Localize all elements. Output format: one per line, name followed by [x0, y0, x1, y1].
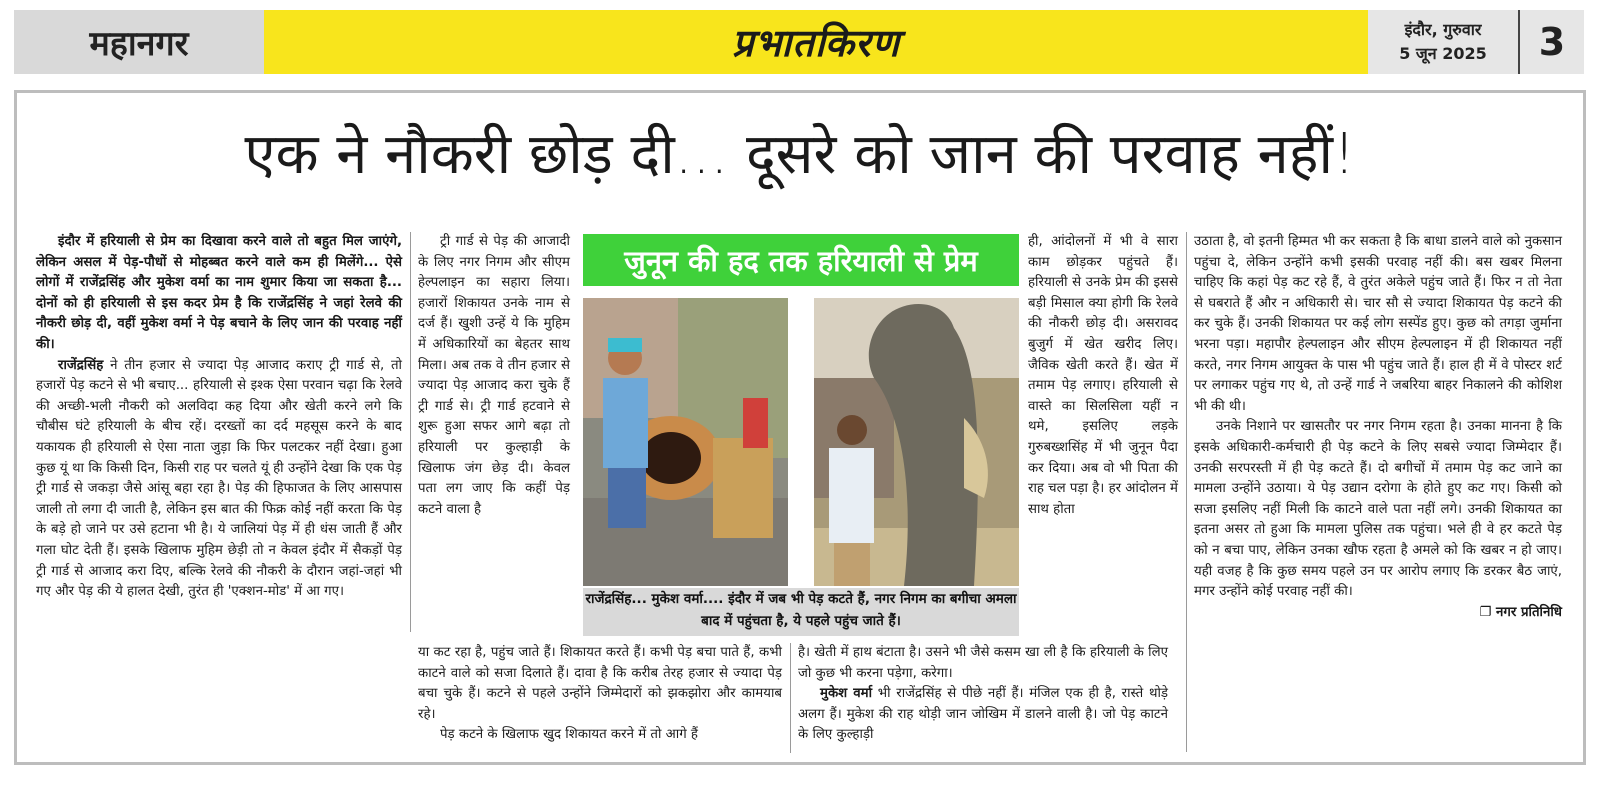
column-divider: [790, 643, 791, 753]
photo-box-title: जुनून की हद तक हरियाली से प्रेम: [583, 234, 1019, 286]
column-3-top: [1028, 232, 1178, 520]
photo-rajendra-singh: [583, 298, 788, 586]
lead-text: इंदौर में हरियाली से प्रेम का दिखावा करने वाले तो बहुत मिल जाएंगे, लेकिन असल में पेड़-पौधों से मोहब्बत करने वाले कम ही मिलेंगे... ऐसे लोगों में राजेंद्रसिंह और मुकेश वर्मा का नाम शुमार किया जा सकता है... दोनों को ही हरियाली से इस कदर प्रेम है कि राजेंद्रसिंह ने जहां रेलवे की नौकरी छोड़ दी, वहीं मुकेश वर्मा ने पेड़ बचाने के लिए जान की परवाह नहीं की।: [36, 234, 402, 352]
body-text: या कट रहा है, पहुंच जाते हैं। शिकायत करते हैं। कभी पेड़ बचा पाते हैं, कभी काटने वाले को सजा दिलाते हैं। दावा है कि करीब तेरह हजार से ज्यादा पेड़ बचा चुके हैं। कटने से पहले उन्होंने जिम्मेदारों को झकझोरा और कामयाब रहे।: [418, 645, 782, 722]
column-1: [36, 232, 402, 603]
body-paragraph: [36, 356, 402, 603]
dateline: [1368, 10, 1518, 74]
lead-paragraph: [36, 232, 402, 356]
column-2-top: [418, 232, 570, 520]
person-name-mukesh: मुकेश वर्मा: [820, 686, 873, 702]
masthead: [14, 10, 1584, 74]
body-text: ट्री गार्ड से पेड़ की आजादी के लिए नगर निगम और सीएम हेल्पलाइन का सहारा लिया। हजारों शिकायत उनके नाम से दर्ज हैं। खुशी उन्हें ये कि मुहिम में अधिकारियों का बेहतर साथ मिला। अब तक वे तीन हजार से ज्यादा पेड़ आजाद करा चुके हैं ट्री गार्ड से। ट्री गार्ड हटवाने से शुरू हुआ सफर आगे बढ़ा तो हरियाली पर कुल्हाड़ी के खिलाफ जंग छेड़ दी। केवल पता लग जाए कि कहीं पेड़ कटने वाला है: [418, 234, 570, 517]
body-text: पेड़ कटने के खिलाफ खुद शिकायत करने में तो आगे हैं: [440, 727, 698, 743]
headline: एक ने नौकरी छोड़ दी... दूसरे को जान की परवाह नहीं!: [244, 122, 1356, 187]
city-day: इंदौर, गुरुवार: [1404, 20, 1482, 39]
body-text: भी राजेंद्रसिंह से पीछे नहीं हैं। मंजिल एक ही है, रास्ते थोड़े अलग हैं। मुकेश की राह थोड़ी जान जोखिम में डालने वाली है। जो पेड़ काटने के लिए कुल्हाड़ी: [798, 686, 1169, 743]
photo-caption: राजेंद्रसिंह... मुकेश वर्मा.... इंदौर में जब भी पेड़ कटते हैं, नगर निगम का बगीचा अमला बाद में पहुंचता है, ये पहले पहुंच जाते हैं।: [583, 588, 1019, 636]
column-4: [1194, 232, 1562, 623]
byline: ❐ नगर प्रतिनिधि: [1479, 604, 1562, 620]
section-name: महानगर: [14, 10, 264, 74]
photo-mukesh-verma: [814, 298, 1019, 586]
body-text: ही, आंदोलनों में भी वे सारा काम छोड़कर पहुंचते हैं। हरियाली से उनके प्रेम की इससे बड़ी मिसाल क्या होगी कि रेलवे की नौकरी छोड़ दी। असरावद बुजुर्ग में खेत खरीद लिए। जैविक खेती करते हैं। खेत में तमाम पेड़ लगाए। हरियाली से वास्ते का सिलसिला यहीं न थमे, इसलिए लड़के गुरुबख्शसिंह में भी जुनून पैदा कर दिया। अब वो भी पिता की राह चल पड़ा है। हर आंदोलन में साथ होता: [1028, 234, 1178, 517]
newspaper-logo: प्रभातकिरण: [732, 20, 900, 65]
body-text: ने तीन हजार से ज्यादा पेड़ आजाद कराए ट्री गार्ड से, तो हजारों पेड़ कटने से भी बचाए... हरियाली से इश्क ऐसा परवान चढ़ा कि रेलवे की अच्छी-भली नौकरी को अलविदा कह दिया और खेती करने लगे कि चौबीस घंटे हरियाली के बीच रहें। दरख्तों का दर्द महसूस करने के बाद यकायक ही हरियाली से ऐसा नाता जुड़ा कि फिर पलटकर नहीं देखा। हुआ कुछ यूं था कि किसी दिन, किसी राह पर चलते यूं ही उन्होंने देखा कि एक पेड़ ट्री गार्ड से जकड़ा जैसे आंसू बहा रहा है। पेड़ की हिफाजत के लिए आसपास जाली तो लगा दी जाती है, लेकिन इस बात की फिक्र कोई नहीं करता कि पेड़ के बड़े हो जाने पर उसे हटाना भी है। ये जालियां पेड़ में ही धंस जाती हैं और गला घोट देती हैं। इसके खिलाफ मुहिम छेड़ी तो न केवल इंदौर में सैकड़ों पेड़ ट्री गार्ड से आजाद करा दिए, बल्कि रेलवे की नौकरी के दौरान जहां-जहां भी गए और पेड़ की ये हालत देखी, तुरंत ही 'एक्शन-मोड' में आ गए।: [36, 357, 402, 600]
column-3-bottom: [798, 643, 1168, 746]
column-divider: [1186, 232, 1187, 752]
column-divider: [410, 232, 411, 632]
body-text: उनके निशाने पर खासतौर पर नगर निगम रहता है। उनका मानना है कि इसके अधिकारी-कर्मचारी ही पेड़ कटने के लिए सबसे ज्यादा जिम्मेदार हैं। उनकी सरपरस्ती में ही पेड़ कटते हैं। दो बगीचों में तमाम पेड़ कट जाने का मामला उन्होंने उठाया। ये पेड़ उद्यान दरोगा के होते हुए कट गए। किसी को सजा इसलिए नहीं मिली कि काटने वाले पता नहीं लगे। उनकी शिकायत का इतना असर तो हुआ कि मामला पुलिस तक पहुंचा। भले ही वे हर कटते पेड़ को न बचा पाए, लेकिन उनका खौफ रहता है अमले को कि खबर न हो जाए। यही वजह है कि कुछ समय पहले उन पर आरोप लगाए कि डरकर बैठ जाएं, मगर उन्होंने कोई परवाह नहीं की।: [1194, 419, 1562, 600]
body-text: उठाता है, वो इतनी हिम्मत भी कर सकता है कि बाधा डालने वाले को नुकसान पहुंचा दे, लेकिन उन्होंने कभी इसकी परवाह नहीं की। बस खबर मिलना चाहिए कि कहां पेड़ कट रहे हैं, वे तुरंत अकेले पहुंच जाते हैं। फिर न तो नेता से घबराते हैं और न अधिकारी से। चार सौ से ज्यादा शिकायत पेड़ कटने की कर चुके हैं। उनकी शिकायत पर कई लोग सस्पेंड हुए। कुछ को तगड़ा जुर्माना भरना पड़ा। महापौर हेल्पलाइन और सीएम हेल्पलाइन में ही शिकायत नहीं करते, नगर निगम आयुक्त के पास भी पहुंच जाते हैं। हाल ही में वे पोस्टर शर्ट पर लगाकर पहुंच गए थे, तो उन्हें गार्ड ने जबरिया बाहर निकालने की कोशिश भी की थी।: [1194, 234, 1562, 414]
body-paragraph: [798, 684, 1168, 746]
page-number: 3: [1518, 10, 1584, 74]
person-name-rajendra: राजेंद्रसिंह: [58, 357, 104, 373]
byline-row: [1194, 603, 1562, 624]
column-2-bottom: [418, 643, 782, 746]
brand-banner: [264, 10, 1368, 74]
issue-date: 5 जून 2025: [1399, 44, 1487, 63]
body-text: है। खेती में हाथ बंटाता है। उसने भी जैसे कसम खा ली है कि हरियाली के लिए जो कुछ भी करना पड़ेगा, करेगा।: [798, 645, 1168, 681]
